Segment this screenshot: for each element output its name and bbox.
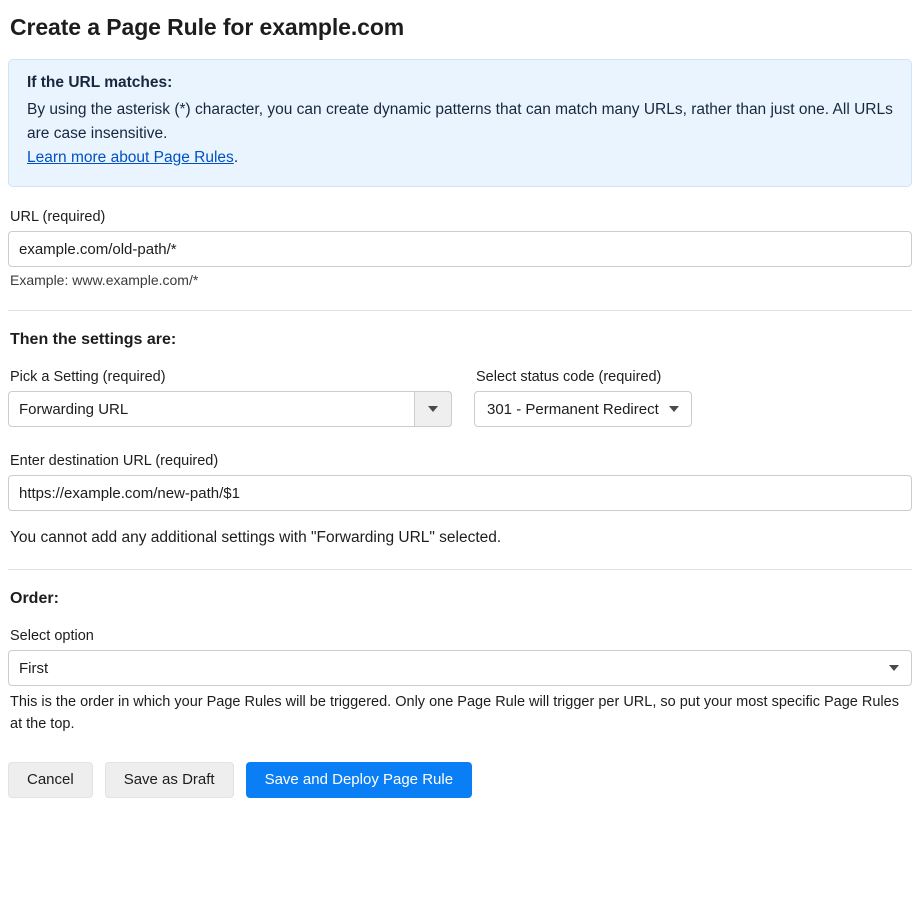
status-code-group [474, 369, 874, 427]
settings-heading: Then the settings are: [10, 331, 177, 349]
order-select-value: First [19, 659, 49, 677]
status-code-value: 301 - Permanent Redirect [487, 400, 659, 418]
save-as-draft-button[interactable]: Save as Draft [105, 762, 234, 798]
status-code-select[interactable] [474, 391, 692, 427]
pick-setting-label: Pick a Setting (required) [10, 369, 166, 386]
page-title: Create a Page Rule for example.com [10, 14, 405, 40]
learn-more-page-rules-link[interactable]: Learn more about Page Rules [27, 149, 234, 167]
chevron-down-icon [889, 665, 899, 671]
forwarding-url-note: You cannot add any additional settings with "Forwarding URL" selected. [10, 529, 502, 547]
info-box-title: If the URL matches: [27, 74, 173, 91]
pick-setting-select[interactable] [8, 391, 452, 427]
url-field-hint: Example: www.example.com/* [10, 272, 199, 289]
pick-setting-dropdown-button[interactable] [414, 391, 452, 427]
order-select[interactable] [8, 650, 912, 686]
destination-url-input[interactable] [8, 475, 912, 511]
divider-settings [8, 310, 912, 311]
chevron-down-icon [428, 406, 438, 412]
pick-setting-group [8, 369, 452, 427]
info-box-description: By using the asterisk (*) character, you can create dynamic patterns that can match many URLs, rather than just one. All URLs are case insensitive. [27, 101, 893, 143]
url-field-label: URL (required) [10, 209, 106, 226]
divider-order [8, 569, 912, 570]
destination-url-label: Enter destination URL (required) [10, 453, 219, 470]
chevron-down-icon [669, 406, 679, 412]
cancel-button[interactable]: Cancel [8, 762, 93, 798]
status-code-label: Select status code (required) [476, 369, 662, 386]
url-match-info-box [8, 59, 912, 187]
pick-setting-value: Forwarding URL [19, 400, 129, 418]
info-box-link-period: . [233, 149, 239, 167]
order-heading: Order: [10, 590, 59, 608]
order-help-text: This is the order in which your Page Rules will be triggered. Only one Page Rule will trigger per URL, so put your most specific Page Rules at the top. [10, 694, 899, 732]
url-input[interactable] [8, 231, 912, 267]
destination-url-group [8, 453, 912, 511]
form-actions [8, 762, 912, 798]
settings-row [8, 369, 912, 427]
save-and-deploy-button[interactable]: Save and Deploy Page Rule [246, 762, 472, 798]
order-select-label: Select option [10, 628, 94, 645]
info-box-text [27, 98, 893, 170]
